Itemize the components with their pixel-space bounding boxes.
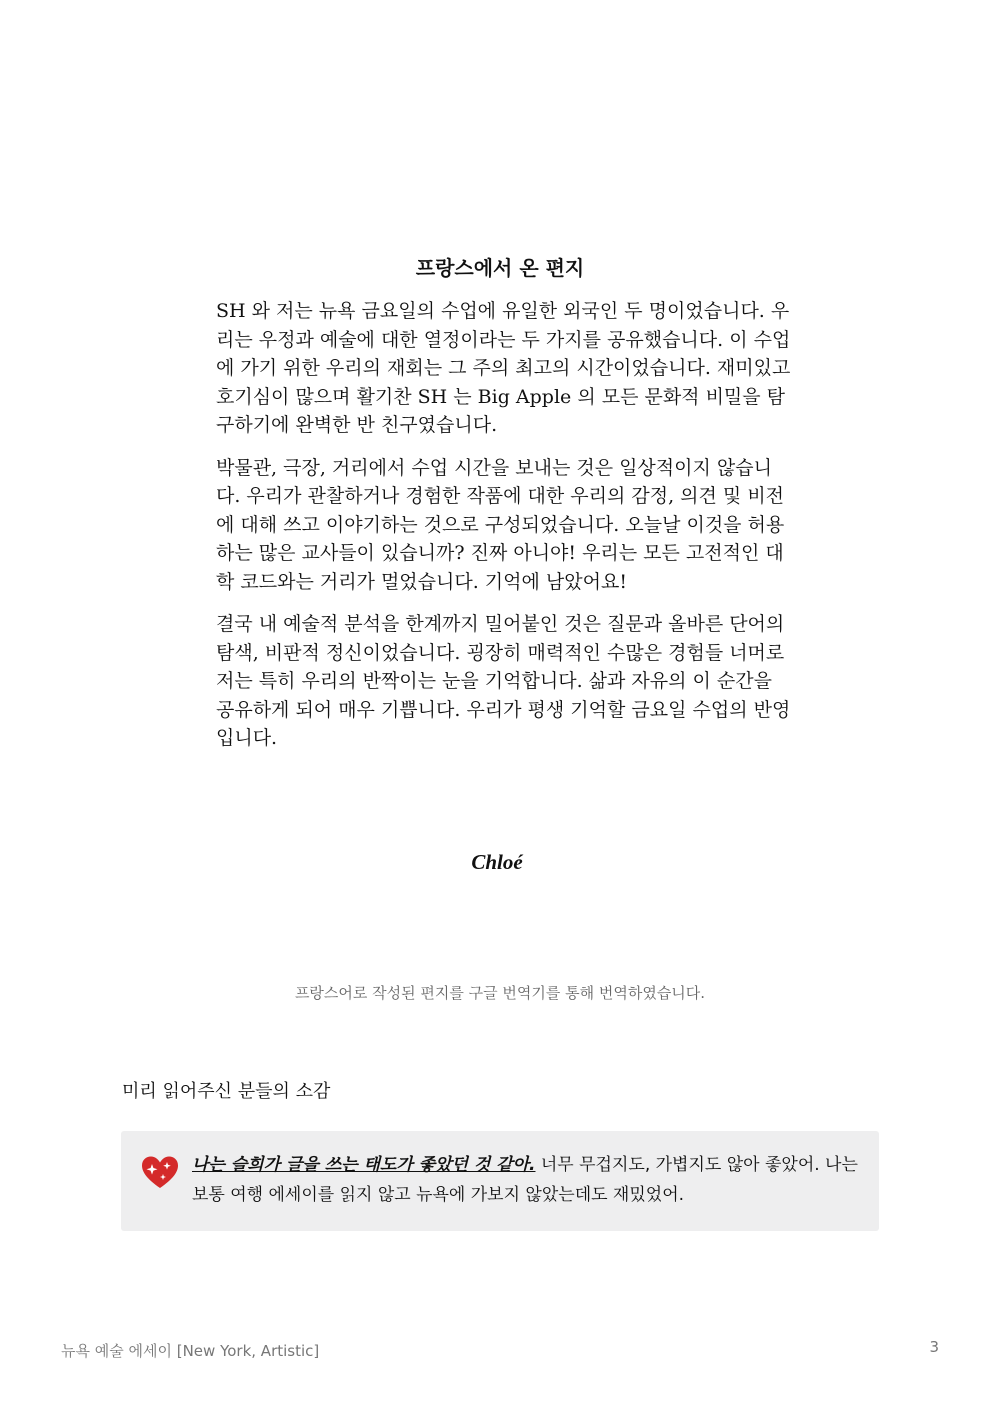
reviews-heading: 미리 읽어주신 분들의 소감 <box>122 1081 331 1102</box>
review-card <box>121 1131 879 1231</box>
letter-paragraph: SH 와 저는 뉴욕 금요일의 수업에 유일한 외국인 두 명이었습니다. 우리는 우정과 예술에 대한 열정이라는 두 가지를 공유했습니다. 이 수업에 가기 위한 우리의 재회는 그 주의 최고의 시간이었습니다. 재미있고 호기심이 많으며 활기찬 SH 는 Big Apple 의 모든 문화적 비밀을 탐구하기에 완벽한 반 친구였습니다. <box>216 300 791 436</box>
letter-body <box>216 297 796 767</box>
letter-paragraph: 박물관, 극장, 거리에서 수업 시간을 보내는 것은 일상적이지 않습니다. 우리가 관찰하거나 경험한 작품에 대한 우리의 감정, 의견 및 비전에 대해 쓰고 이야기하는 것으로 구성되었습니다. 오늘날 이것을 허용하는 많은 교사들이 있습니까? 진짜 아니야! 우리는 모든 고전적인 대학 코드와는 거리가 멀었습니다. 기억에 남았어요! <box>216 456 785 593</box>
review-text <box>192 1150 864 1210</box>
letter-paragraph: 결국 내 예술적 분석을 한계까지 밀어붙인 것은 질문과 올바른 단어의 탐색, 비판적 정신이었습니다. 굉장히 매력적인 수많은 경험들 너머로 저는 특히 우리의 반짝이는 눈을 기억합니다. 삶과 자유의 이 순간을 공유하게 되어 매우 기쁩니다. 우리가 평생 기억할 금요일 수업의 반영입니다. <box>216 613 791 749</box>
page-number: 3 <box>929 1338 939 1356</box>
sparkling-heart-icon <box>141 1155 179 1191</box>
translation-note: 프랑스어로 작성된 편지를 구글 번역기를 통해 번역하였습니다. <box>294 984 706 1002</box>
review-body: 너무 무겁지도, 가볍지도 않아 좋았어. 나는 보통 여행 에세이를 읽지 않고 뉴욕에 가보지 않았는데도 재밌었어. <box>192 1155 858 1205</box>
footer-title: 뉴욕 예술 에세이 [New York, Artistic] <box>61 1342 320 1360</box>
letter-signature: Chloé <box>471 850 523 874</box>
letter-title: 프랑스에서 온 편지 <box>415 256 585 280</box>
review-highlight: 나는 슬희가 글을 쓰는 태도가 좋았던 것 같아. <box>192 1155 536 1175</box>
